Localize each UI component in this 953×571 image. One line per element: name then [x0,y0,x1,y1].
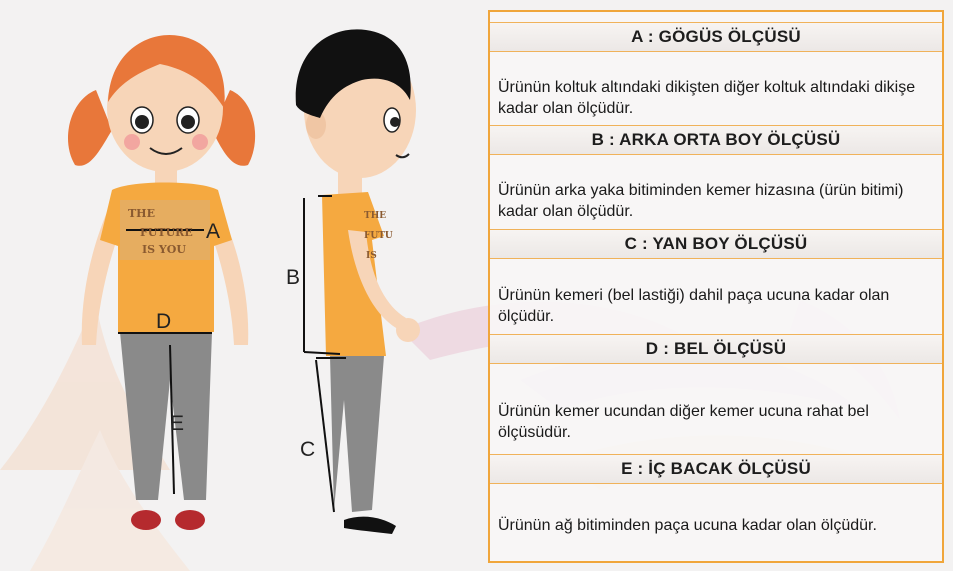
shirt-print-line2: FUTURE [140,226,193,239]
measurement-spec-panel [488,10,944,563]
boy-shirt-print-3: IS [366,251,377,261]
spec-desc-waist: Ürünün kemer ucundan diğer kemer ucuna rahat bel ölçüsüdür. [498,403,869,441]
measure-label-c: C [300,438,316,461]
boy-shirt-print-2: FUTU [364,231,393,241]
spec-desc-chest: Ürünün koltuk altındaki dikişten diğer koltuk altındaki dikişe kadar olan ölçüdür. [498,79,916,117]
spec-desc-back-length: Ürünün arka yaka bitiminden kemer hizasına (ürün bitimi) kadar olan ölçüdür. [498,182,904,220]
spec-title-side-length: C : YAN BOY ÖLÇÜSÜ [490,229,942,259]
shirt-print-line1: THE [128,207,155,220]
spec-title-inseam: E : İÇ BACAK ÖLÇÜSÜ [490,454,942,484]
spec-title-back-length: B : ARKA ORTA BOY ÖLÇÜSÜ [490,125,942,155]
measure-label-e: E [170,412,185,435]
shirt-print-line3: IS YOU [142,243,186,256]
measure-label-d: D [156,310,172,333]
spec-desc-side-length: Ürünün kemeri (bel lastiği) dahil paça ucuna kadar olan ölçüdür. [498,287,890,325]
spec-title-waist: D : BEL ÖLÇÜSÜ [490,334,942,364]
spec-desc-inseam: Ürünün ağ bitiminden paça ucuna kadar olan ölçüdür. [498,517,877,534]
spec-title-chest: A : GÖGÜS ÖLÇÜSÜ [490,22,942,52]
measure-label-b: B [286,266,301,289]
measure-label-a: A [206,220,221,243]
boy-shirt-print-1: THE [364,211,387,221]
